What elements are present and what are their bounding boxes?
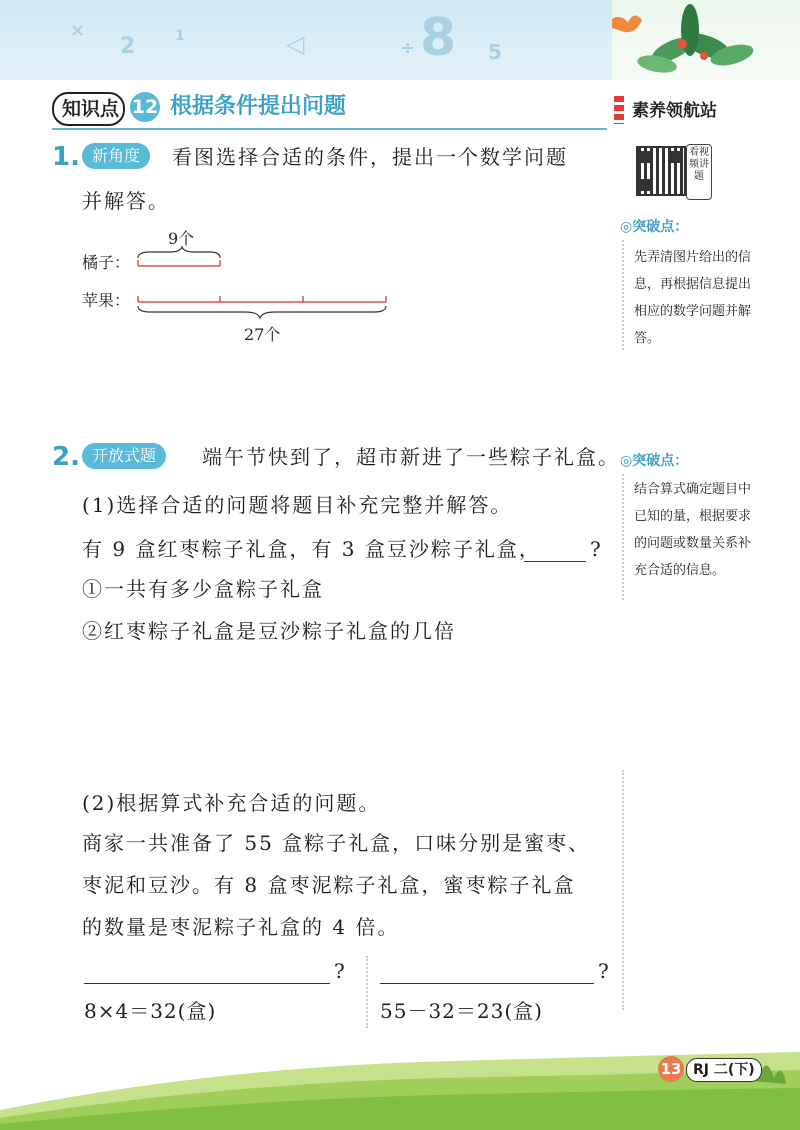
question-mark: ?	[334, 959, 347, 983]
part1-condition: 有 9 盒红枣粽子礼盒，有 3 盒豆沙粽子礼盒，	[82, 537, 541, 561]
edition-badge: RJ 二(下)	[686, 1058, 762, 1082]
fill-in-blank[interactable]	[524, 561, 586, 562]
knowledge-point-label: 知识点	[52, 92, 125, 126]
part2-text: 的数量是枣泥粽子礼盒的 4 倍。	[82, 915, 400, 939]
qr-code[interactable]	[636, 146, 686, 196]
apple-label: 苹果：	[82, 291, 131, 310]
answer-area[interactable]	[82, 660, 602, 770]
part1-instruction: (1)选择合适的问题将题目补充完整并解答。	[82, 493, 513, 517]
deco-glyph: 1	[175, 28, 185, 44]
qr-label: 看视频讲题	[686, 144, 712, 200]
orange-label: 橘子：	[82, 253, 131, 272]
question-mark: ?	[598, 959, 611, 983]
sidebar-title: 素养领航站	[632, 101, 717, 121]
tip-heading-2: ◎突破点：	[620, 453, 689, 469]
deco-glyph: 2	[120, 34, 136, 59]
footer-grass	[0, 1040, 800, 1130]
apple-count-label: 27个	[244, 325, 281, 344]
tip-text-1: 先弄清图片给出的信息，再根据信息提出相应的数学问题并解答。	[634, 250, 752, 346]
formula-right: 55－32＝23(盒)	[380, 999, 543, 1023]
formula-left: 8×4＝32(盒)	[84, 999, 217, 1023]
knowledge-point-number: 12	[130, 92, 160, 122]
tip-heading-1: ◎突破点：	[620, 219, 689, 235]
question-mark: ?	[590, 537, 603, 561]
plant-illustration	[612, 0, 800, 80]
question-stem: 看图选择合适的条件，提出一个数学问题	[172, 145, 568, 169]
column-divider	[366, 956, 368, 1028]
orange-count-label: 9个	[168, 229, 195, 248]
plant-icon	[612, 0, 800, 80]
tip-divider	[622, 474, 624, 600]
apple-brace	[138, 306, 386, 318]
tip-text-2: 结合算式确定题目中已知的量，根据要求的问题或数量关系补充合适的信息。	[634, 482, 752, 578]
line-segment-diagram	[130, 244, 400, 324]
question-number: 1.	[52, 142, 80, 172]
question-tag: 开放式题	[82, 443, 166, 469]
deco-glyph: ×	[70, 20, 86, 41]
deco-glyph: ÷	[400, 38, 416, 59]
deco-glyph: ◁	[286, 30, 305, 58]
lighthouse-icon	[614, 96, 624, 124]
question-tag: 新角度	[82, 143, 150, 169]
option-1: ①一共有多少盒粽子礼盒	[82, 577, 324, 601]
option-2: ②红枣粽子礼盒是豆沙粽子礼盒的几倍	[82, 619, 456, 643]
deco-glyph: 5	[488, 40, 502, 64]
part2-text: 商家一共准备了 55 盒粽子礼盒，口味分别是蜜枣、	[82, 831, 591, 855]
sidebar-divider	[622, 770, 624, 1010]
deco-glyph: 8	[420, 8, 457, 68]
question-number: 2.	[52, 442, 80, 472]
tip-divider	[622, 240, 624, 350]
answer-blank-right[interactable]	[380, 983, 594, 984]
page-title: 根据条件提出问题	[170, 94, 347, 119]
question-stem: 端午节快到了，超市新进了一些粽子礼盒。	[202, 445, 620, 469]
answer-blank-left[interactable]	[84, 983, 330, 984]
part2-text: 枣泥和豆沙。有 8 盒枣泥粽子礼盒，蜜枣粽子礼盒	[82, 873, 576, 897]
part2-instruction: (2)根据算式补充合适的问题。	[82, 791, 381, 815]
orange-brace	[138, 247, 220, 258]
question-stem: 并解答。	[82, 189, 170, 213]
title-divider	[52, 128, 607, 130]
page-number: 13	[658, 1056, 684, 1082]
